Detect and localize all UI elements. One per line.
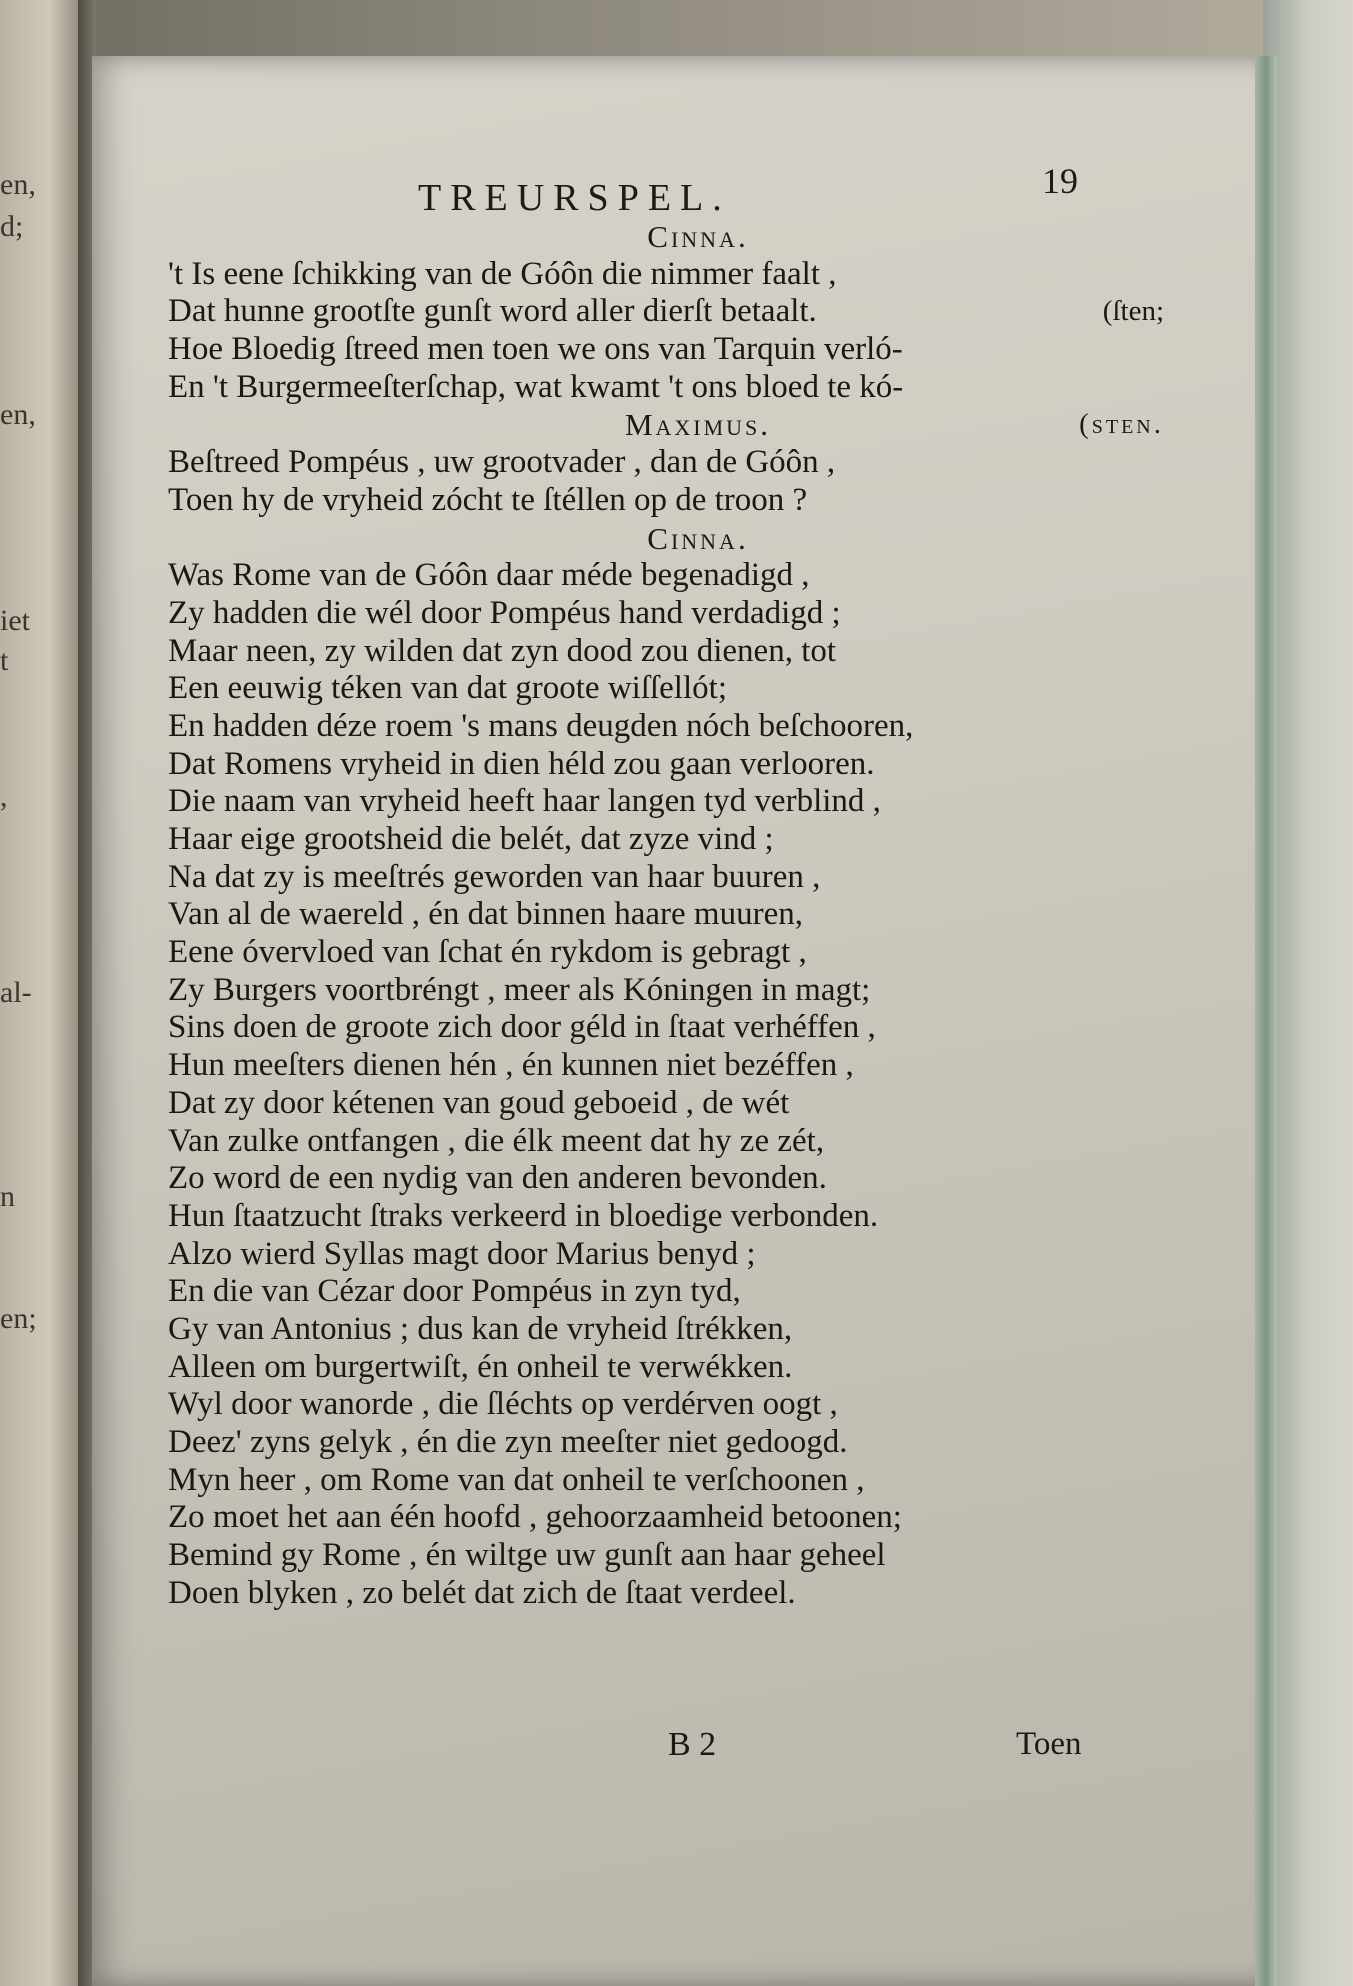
verse-text: Bemind gy Rome , én wiltge uw gunſt aan haar geheel (168, 1537, 886, 1574)
verse-text: Zy Burgers voortbréngt , meer als Kóningen in magt; (168, 971, 871, 1008)
verse-line (168, 821, 1208, 859)
verse-line (168, 1047, 1208, 1085)
verse-line (168, 331, 1208, 369)
left-page-fragment: d; (0, 210, 24, 243)
verse-line (168, 293, 1208, 331)
verse-text: Alzo wierd Syllas magt door Marius benyd ; (168, 1235, 756, 1272)
verse-line (168, 746, 1208, 784)
speaker-name (168, 406, 1208, 444)
verse-text: En die van Cézar door Pompéus in zyn tyd, (168, 1273, 741, 1310)
left-page-fragment: en, (0, 398, 36, 431)
left-page-fragment: en; (0, 1302, 37, 1335)
verse-text: Dat Romens vryheid in dien héld zou gaan verlooren. (168, 745, 875, 782)
left-page-fragment: t (0, 644, 9, 677)
verse-text: Myn heer , om Rome van dat onheil te verſchoonen , (168, 1461, 865, 1498)
speaker-text: Cinna. (647, 219, 749, 254)
signature-mark: B 2 (668, 1726, 717, 1763)
verse-line (168, 1123, 1208, 1161)
verse-text: Haar eige grootsheid die belét, dat zyze vind ; (168, 821, 774, 857)
verse-text-block (168, 218, 1208, 1612)
page-edge-marbled (1255, 56, 1277, 1986)
verse-text: Maar neen, zy wilden dat zyn dood zou dienen, tot (168, 632, 837, 669)
verse-text: Dat hunne grootſte gunſt word aller dierſt betaalt. (168, 293, 817, 330)
verse-line (168, 1499, 1208, 1537)
verse-carryover: (ſten. (1079, 408, 1164, 441)
verse-line (168, 934, 1208, 972)
verse-line (168, 369, 1208, 407)
page-number: 19 (1042, 161, 1078, 201)
verse-line (168, 859, 1208, 897)
verse-text: Die naam van vryheid heeft haar langen tyd verblind , (168, 783, 881, 820)
left-page-fragment: n (0, 1180, 15, 1213)
verse-text: Deez' zyns gelyk , én die zyn meeſter niet gedoogd. (168, 1424, 848, 1460)
verse-text: Alleen om burgertwiſt, én onheil te verwékken. (168, 1348, 793, 1385)
verse-line (168, 1311, 1208, 1349)
verse-text: Sins doen de groote zich door géld in ſtaat verhéffen , (168, 1009, 876, 1046)
verse-line (168, 444, 1208, 482)
verse-line (168, 595, 1208, 633)
verse-text: Na dat zy is meeſtrés geworden van haar buuren , (168, 858, 821, 895)
verse-text: Toen hy de vryheid zócht te ſtéllen op de troon ? (168, 481, 808, 518)
verse-line (168, 896, 1208, 934)
verse-text: Dat zy door kétenen van goud geboeid , de wét (168, 1084, 790, 1121)
verse-carryover: (ſten; (1102, 295, 1164, 328)
verse-line (168, 708, 1208, 746)
left-page-fragment: en, (0, 168, 36, 201)
verse-text: Zo moet het aan één hoofd , gehoorzaamheid betoonen; (168, 1499, 902, 1536)
verse-line (168, 256, 1208, 294)
verse-line (168, 482, 1208, 520)
verse-line (168, 1349, 1208, 1387)
verse-line (168, 1273, 1208, 1311)
verse-text: Eene óvervloed van ſchat én rykdom is gebragt , (168, 934, 807, 971)
speaker-text: Maximus. (624, 407, 772, 443)
verse-text: Van al de waereld , én dat binnen haare muuren, (168, 896, 803, 933)
verse-text: Zy hadden die wél door Pompéus hand verdadigd ; (168, 594, 841, 631)
verse-line (168, 1424, 1208, 1462)
verse-line (168, 557, 1208, 595)
speaker-text: Cinna. (647, 520, 749, 556)
speaker-name (168, 218, 1208, 256)
verse-text: Beſtreed Pompéus , uw grootvader , dan de Góôn , (168, 444, 836, 481)
speaker-name (168, 520, 1208, 558)
verse-line (168, 670, 1208, 708)
verse-line (168, 1160, 1208, 1198)
verse-text: Hun ſtaatzucht ſtraks verkeerd in bloedige verbonden. (168, 1197, 879, 1234)
verse-text: Zo word de een nydig van den anderen bevonden. (168, 1160, 827, 1197)
verse-text: Wyl door wanorde , die ſléchts op verdérven oogt , (168, 1386, 838, 1423)
verse-text: Hoe Bloedig ſtreed men toen we ons van Tarquin verló- (168, 331, 903, 368)
verse-text: Een eeuwig téken van dat groote wiſſellót; (168, 670, 727, 707)
verse-line (168, 633, 1208, 671)
verse-line (168, 1462, 1208, 1500)
verse-line (168, 1009, 1208, 1047)
verse-text: Van zulke ontfangen , die élk meent dat hy ze zét, (168, 1122, 825, 1159)
verse-text: En 't Burgermeeſterſchap, wat kwamt 't ons bloed te kó- (168, 368, 904, 405)
verse-text: Was Rome van de Góôn daar méde begenadigd , (168, 557, 810, 594)
verse-line (168, 1537, 1208, 1575)
verse-text: 't Is eene ſchikking van de Góôn die nimmer faalt , (168, 255, 837, 292)
left-page-edge (0, 0, 82, 1986)
verse-line (168, 1198, 1208, 1236)
left-page-fragment: al- (0, 976, 32, 1009)
verse-line (168, 1575, 1208, 1613)
verse-text: En hadden déze roem 's mans deugden nóch beſchooren, (168, 707, 914, 744)
left-page-fragment: iet (0, 604, 30, 637)
verse-line (168, 1386, 1208, 1424)
verse-text: Doen blyken , zo belét dat zich de ſtaat verdeel. (168, 1574, 796, 1611)
verse-line (168, 783, 1208, 821)
verse-line (168, 1236, 1208, 1274)
running-title: TREURSPEL. (418, 177, 731, 219)
verse-text: Hun meeſters dienen hén , én kunnen niet bezéffen , (168, 1047, 854, 1084)
verse-line (168, 972, 1208, 1010)
catchword: Toen (1016, 1726, 1082, 1762)
verse-line (168, 1085, 1208, 1123)
left-page-fragment: , (0, 780, 8, 813)
verse-text: Gy van Antonius ; dus kan de vryheid ſtrékken, (168, 1310, 793, 1347)
